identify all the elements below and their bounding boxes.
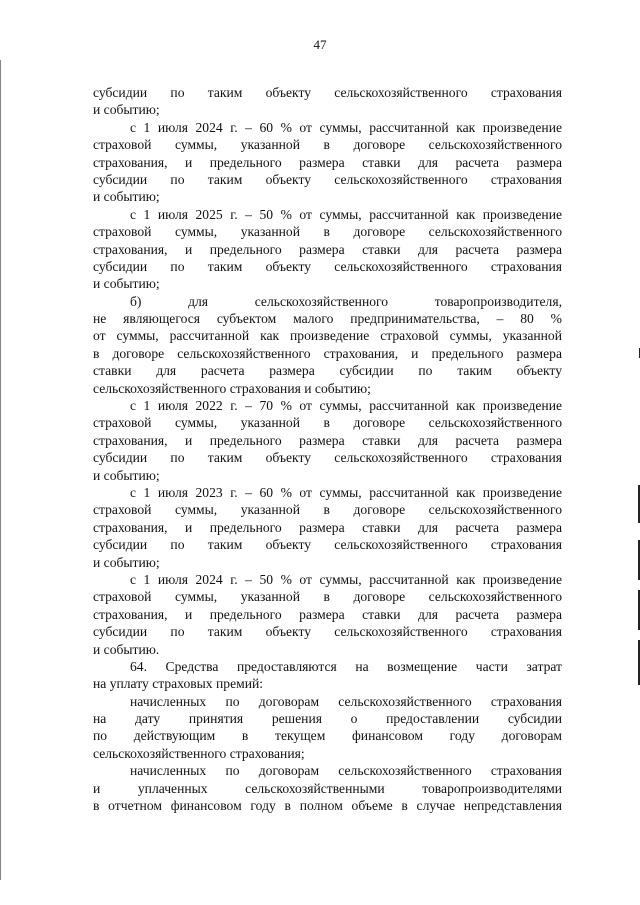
text-line: на уплату страховых премий: bbox=[93, 676, 264, 692]
scan-artifact bbox=[0, 60, 1, 880]
text-line: с 1 июля 2024 г. – 50 % от суммы, рассчитанной как произведение bbox=[130, 571, 562, 587]
text-line: с 1 июля 2024 г. – 60 % от суммы, рассчитанной как произведение bbox=[130, 119, 562, 135]
text-line: сельскохозяйственного страхования и событию; bbox=[93, 380, 371, 396]
text-line: по действующим в текущем финансовом году договорам bbox=[93, 728, 562, 744]
text-line: страховой суммы, указанной в договоре сельскохозяйственного bbox=[93, 415, 562, 431]
text-line: страхования, и предельного размера ставки для расчета размера bbox=[93, 154, 562, 170]
text-line: и событию; bbox=[93, 102, 160, 118]
text-line: и событию. bbox=[93, 641, 160, 657]
text-line: от суммы, рассчитанной как произведение страховой суммы, указанной bbox=[93, 328, 562, 344]
text-line: субсидии по таким объекту сельскохозяйственного страхования bbox=[93, 258, 562, 274]
text-line: страховой суммы, указанной в договоре сельскохозяйственного bbox=[93, 589, 562, 605]
text-line: с 1 июля 2025 г. – 50 % от суммы, рассчитанной как произведение bbox=[130, 206, 562, 222]
text-line: страховой суммы, указанной в договоре сельскохозяйственного bbox=[93, 224, 562, 240]
text-line: и событию; bbox=[93, 189, 160, 205]
text-line: страхования, и предельного размера ставки для расчета размера bbox=[93, 432, 562, 448]
text-line: начисленных по договорам сельскохозяйственного страхования bbox=[130, 763, 562, 779]
text-line: страховой суммы, указанной в договоре сельскохозяйственного bbox=[93, 137, 562, 153]
text-line: субсидии по таким объекту сельскохозяйственного страхования bbox=[93, 537, 562, 553]
text-line: страхования, и предельного размера ставки для расчета размера bbox=[93, 241, 562, 257]
text-line: в отчетном финансовом году в полном объеме в случае непредставления bbox=[93, 798, 562, 814]
text-line: в договоре сельскохозяйственного страхования, и предельного размера bbox=[93, 345, 562, 361]
text-line: сельскохозяйственного страхования; bbox=[93, 745, 305, 761]
text-line: и событию; bbox=[93, 554, 160, 570]
text-line: страхования, и предельного размера ставки для расчета размера bbox=[93, 606, 562, 622]
text-line: субсидии по таким объекту сельскохозяйственного страхования bbox=[93, 624, 562, 640]
text-line: б) для сельскохозяйственного товаропроизводителя, bbox=[130, 293, 562, 309]
text-line: и событию; bbox=[93, 467, 160, 483]
text-line: ставки для расчета размера субсидии по таким объекту bbox=[93, 363, 562, 379]
document-body bbox=[93, 84, 562, 814]
text-line: с 1 июля 2022 г. – 70 % от суммы, рассчитанной как произведение bbox=[130, 398, 562, 414]
text-line: субсидии по таким объекту сельскохозяйственного страхования bbox=[93, 450, 562, 466]
text-line: не являющегося субъектом малого предпринимательства, – 80 % bbox=[93, 311, 562, 327]
text-line: страхования, и предельного размера ставки для расчета размера bbox=[93, 519, 562, 535]
text-line: с 1 июля 2023 г. – 60 % от суммы, рассчитанной как произведение bbox=[130, 484, 562, 500]
text-line: страховой суммы, указанной в договоре сельскохозяйственного bbox=[93, 502, 562, 518]
text-line: 64. Средства предоставляются на возмещение части затрат bbox=[130, 658, 562, 674]
text-line: субсидии по таким объекту сельскохозяйственного страхования bbox=[93, 171, 562, 187]
text-line: субсидии по таким объекту сельскохозяйственного страхования bbox=[93, 85, 562, 100]
text-line: и уплаченных сельскохозяйственными товаропроизводителями bbox=[93, 780, 562, 796]
text-line: и событию; bbox=[93, 276, 160, 292]
text-line: на дату принятия решения о предоставлении субсидии bbox=[93, 711, 562, 727]
text-line: начисленных по договорам сельскохозяйственного страхования bbox=[130, 693, 562, 709]
page-number: 47 bbox=[313, 37, 327, 52]
